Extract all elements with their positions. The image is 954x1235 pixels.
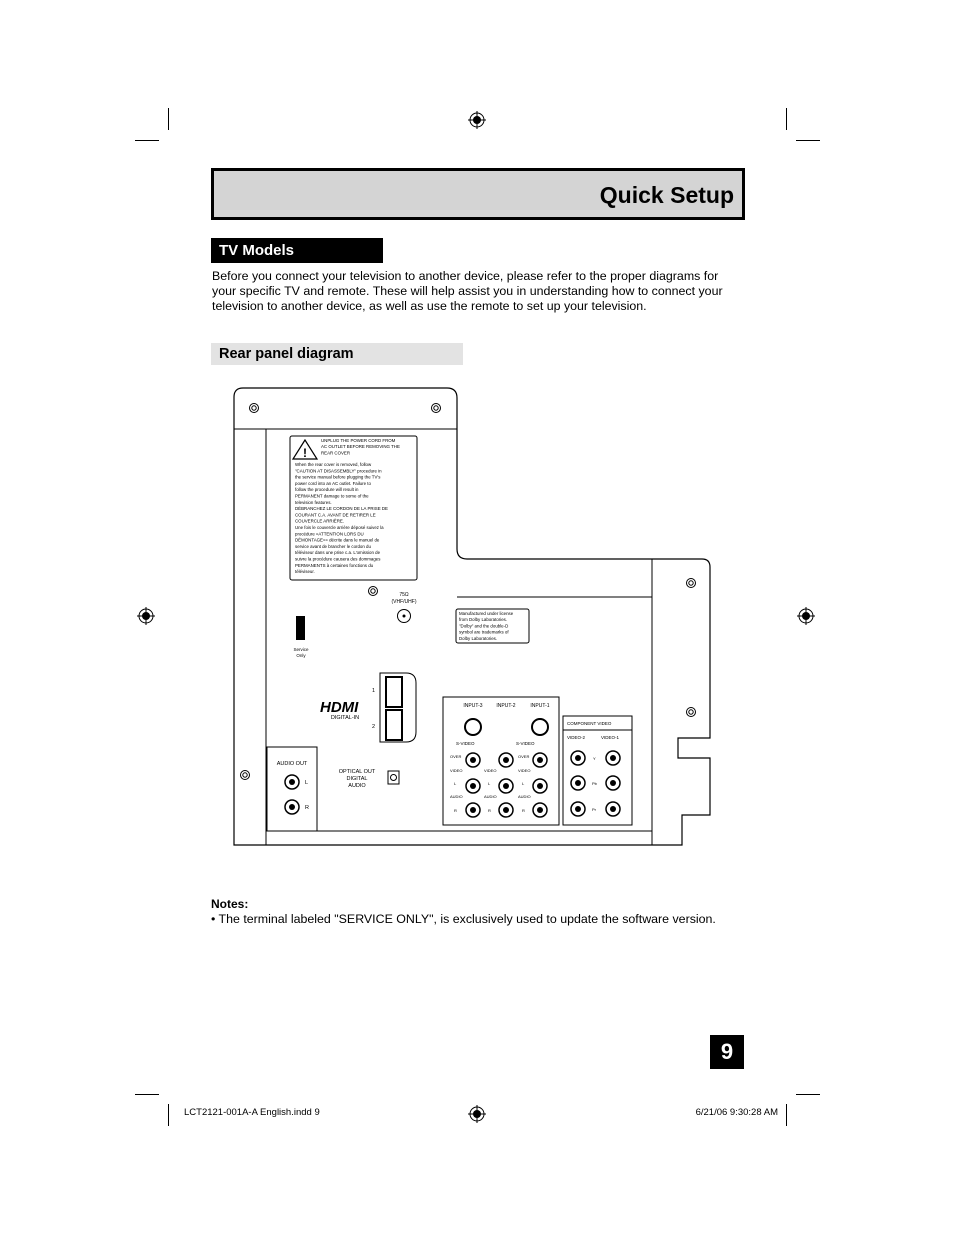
- hdmi-logo: HDMI: [320, 699, 359, 716]
- video2-pb-jack-center: [575, 780, 581, 786]
- optical-label: OPTICAL OUT: [338, 769, 376, 775]
- input3-svideo-jack[interactable]: [465, 719, 481, 735]
- caution-line: power cord into an AC outlet. Failure to: [295, 480, 371, 486]
- input1-audio-l-jack-center: [537, 783, 543, 789]
- input1-label: INPUT-1: [530, 703, 550, 709]
- caution-line: COUVERCLE ARRIÈRE.: [295, 518, 345, 524]
- intro-paragraph: Before you connect your television to another device, please refer to the proper diagrams for your specific TV and remote. These will help assist you in understanding how to connect your television to another device, as well as use the remote to set up your television.: [212, 269, 723, 314]
- caution-line: PERMANENT damage to some of the: [295, 493, 369, 499]
- caution-line: procédure «ATTENTION LORS DU: [295, 531, 364, 537]
- registration-mark-icon: [797, 607, 815, 625]
- notes-item: • The terminal labeled "SERVICE ONLY", is exclusively used to update the software version.: [211, 912, 716, 926]
- caution-line: DÉBRANCHEZ LE CORDON DE LA PRISE DE: [295, 506, 388, 512]
- caution-line: When the rear cover is removed, follow: [295, 462, 372, 467]
- service-label: Service: [293, 647, 309, 652]
- optical-port[interactable]: [388, 771, 399, 784]
- input1-audio-label: AUDIO: [518, 794, 531, 799]
- input3-svideo-label: S-VIDEO: [456, 741, 475, 746]
- component-pb-label: Pb: [592, 781, 597, 786]
- input3-audio-r-jack-center: [470, 807, 476, 813]
- page-title: Quick Setup: [599, 182, 734, 208]
- video1-pb-jack-center: [610, 780, 616, 786]
- input2-l-label: L: [488, 781, 491, 786]
- caution-line: "CAUTION AT DISASSEMBLY" procedure in: [295, 468, 382, 474]
- input3-video-label: VIDEO: [450, 768, 463, 773]
- dolby-line: from Dolby Laboratories.: [459, 617, 508, 623]
- caution-line: suivre la procédure causera des dommages: [295, 556, 381, 562]
- page-header: [211, 168, 745, 220]
- input1-video-jack-center: [537, 757, 543, 763]
- crop-mark: [786, 108, 787, 130]
- video1-y-jack-center: [610, 755, 616, 761]
- video2-pr-jack-center: [575, 806, 581, 812]
- component-video2-label: VIDEO-2: [567, 735, 586, 740]
- caution-line: Une fois le couvercle arrière déposé suivez la: [295, 525, 384, 530]
- antenna-label: 75Ω: [399, 592, 409, 598]
- footer-file: LCT2121-001A-A English.indd 9: [184, 1107, 320, 1118]
- hdmi-port-2[interactable]: [386, 710, 402, 740]
- registration-mark-icon: [468, 1105, 486, 1123]
- hdmi-port-1-label: 1: [372, 688, 376, 694]
- input3-audio-label: AUDIO: [450, 794, 463, 799]
- caution-line: COURANT C.A. AVANT DE RETIRER LE: [295, 512, 376, 518]
- caution-line: téléviseur dans une prise c.a. L'omission de: [295, 550, 381, 556]
- optical-label-2: DIGITAL: [346, 776, 368, 782]
- input1-svideo-jack[interactable]: [532, 719, 548, 735]
- dolby-line: "Dolby" and the double-D: [459, 623, 509, 629]
- crop-mark: [786, 1104, 787, 1126]
- registration-mark-icon: [137, 607, 155, 625]
- input2-audio-l-jack-center: [503, 783, 509, 789]
- notes-heading: Notes:: [211, 897, 249, 911]
- hdmi-port-1[interactable]: [386, 677, 402, 707]
- crop-mark: [135, 1094, 159, 1095]
- diagram-heading: Rear panel diagram: [211, 343, 463, 365]
- caution-line: REAR COVER: [321, 450, 351, 456]
- input2-audio-label: AUDIO: [484, 794, 497, 799]
- optical-label-3: AUDIO: [348, 783, 366, 789]
- input3-label: INPUT-3: [463, 703, 483, 709]
- caution-line: téléviseur.: [295, 569, 315, 575]
- audio-out-l: L: [305, 780, 309, 786]
- dolby-line: Manufactured under license: [459, 611, 514, 616]
- input1-video-label: VIDEO: [518, 768, 531, 773]
- input2-label: INPUT-2: [496, 703, 516, 709]
- input3-r-label: R: [454, 808, 457, 813]
- crop-mark: [168, 108, 169, 130]
- service-port[interactable]: [296, 616, 305, 640]
- page-number: 9: [710, 1035, 744, 1069]
- caution-line: follow the procedure will result in: [295, 487, 359, 493]
- dolby-line: Dolby Laboratories.: [459, 635, 498, 641]
- input1-over-label: OVER: [518, 754, 530, 759]
- section-heading: TV Models: [211, 238, 383, 263]
- input2-audio-r-jack-center: [503, 807, 509, 813]
- crop-mark: [168, 1104, 169, 1126]
- caution-line: UNPLUG THE POWER CORD FROM: [321, 438, 396, 443]
- component-y-label: Y: [593, 756, 596, 761]
- input3-audio-l-jack-center: [470, 783, 476, 789]
- input1-svideo-label: S-VIDEO: [516, 741, 535, 746]
- caution-line: AC OUTLET BEFORE REMOVING THE: [321, 444, 400, 450]
- input2-video-jack-center: [503, 757, 509, 763]
- caution-line: television features.: [295, 499, 332, 505]
- registration-mark-icon: [468, 111, 486, 129]
- antenna-label-2: (VHF/UHF): [391, 599, 417, 605]
- crop-mark: [796, 140, 820, 141]
- input1-l-label: L: [522, 781, 525, 786]
- rear-panel-diagram: [230, 385, 720, 850]
- caution-line: service avant de brancher le cordon du: [295, 543, 371, 549]
- input2-video-label: VIDEO: [484, 768, 497, 773]
- input3-l-label: L: [454, 781, 457, 786]
- component-video1-label: VIDEO-1: [601, 735, 620, 740]
- component-label: COMPONENT VIDEO: [567, 721, 612, 726]
- svg-text:!: !: [303, 446, 307, 460]
- input1-audio-r-jack-center: [537, 807, 543, 813]
- footer-date: 6/21/06 9:30:28 AM: [695, 1107, 778, 1118]
- crop-mark: [796, 1094, 820, 1095]
- video2-y-jack-center: [575, 755, 581, 761]
- audio-out-label: AUDIO OUT: [276, 761, 308, 767]
- input3-over-label: OVER: [450, 754, 462, 759]
- crop-mark: [135, 140, 159, 141]
- service-label-2: Only: [296, 653, 306, 658]
- caution-line: PERMANENTS à certaines fonctions du: [295, 562, 374, 568]
- audio-out-r: R: [305, 805, 309, 811]
- caution-line: DÉMONTAGE»» décrite dans le manuel de: [295, 537, 380, 543]
- hdmi-label: DIGITAL-IN: [330, 715, 360, 721]
- dolby-line: symbol are trademarks of: [459, 629, 509, 635]
- component-pr-label: Pr: [592, 807, 596, 812]
- video1-pr-jack-center: [610, 806, 616, 812]
- input1-r-label: R: [522, 808, 525, 813]
- hdmi-port-2-label: 2: [372, 724, 376, 730]
- caution-line: the service manual before plugging the TV's: [295, 474, 381, 480]
- input3-video-jack-center: [470, 757, 476, 763]
- input2-r-label: R: [488, 808, 491, 813]
